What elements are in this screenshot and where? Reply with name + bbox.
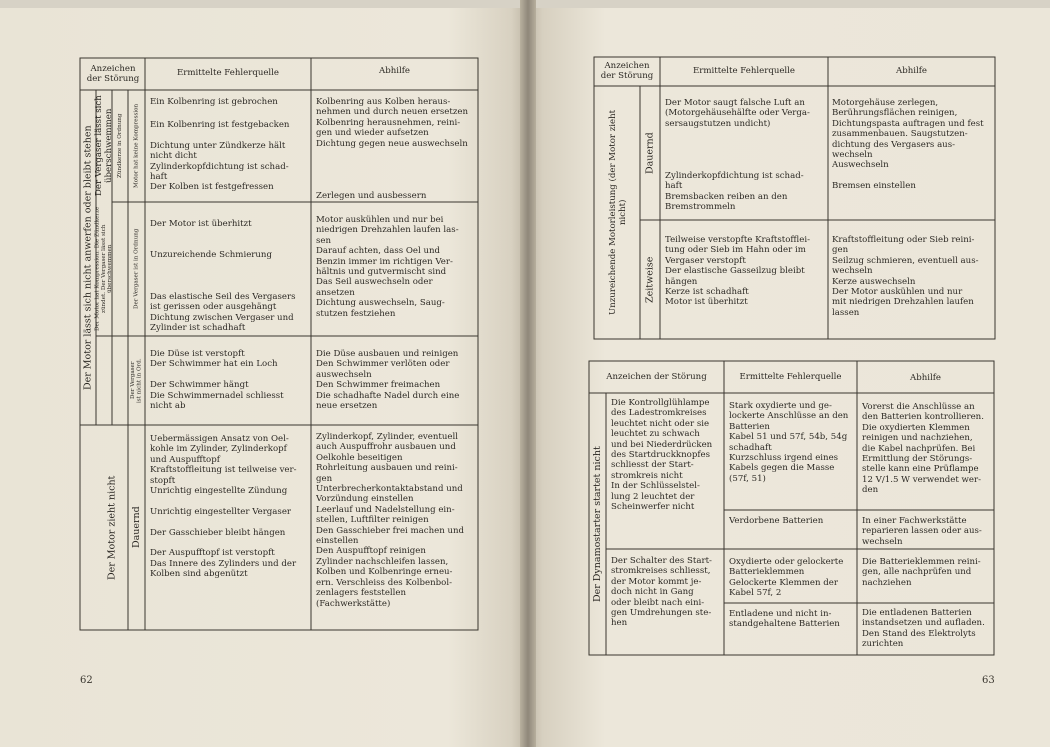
right-t2-row2-cause-a: Oxydierte oder gelockerte Batterieklemmen Gelockerte Klemmen der Kabel 57f, 2 bbox=[729, 557, 844, 599]
left-group-a-cause1: Ein Kolbenring ist gebrochen bbox=[150, 97, 278, 107]
right-t2-group-main-label: Der Dynamostarter startet nicht bbox=[592, 446, 603, 602]
left-group-a-sub1-label: Zündkerze in Ordnung bbox=[116, 113, 123, 179]
left-header-cause: Ermittelte Fehlerquelle bbox=[176, 68, 280, 78]
right-t1-row2-remedy: Kraftstoffleitung oder Sieb reini- gen Seilzug schmieren, eventuell aus- wechseln Kerze auswechseln Der Motor auskühlen und nur mit niedrigen Drehzahlen laufen lassen bbox=[832, 235, 979, 318]
right-t2-row2-remedy-a: Die Batterieklemmen reini- gen, alle nachprüfen und nachziehen bbox=[862, 557, 981, 588]
left-group-c-label: Der Vergaser ist nicht in Ord. bbox=[130, 358, 143, 403]
left-group-c-causes: Die Düse ist verstopft Der Schwimmer hat ein Loch Der Schwimmer hängt Die Schwimmernadel schliesst nicht ab bbox=[150, 349, 284, 412]
right-t2-row1-cause-a: Stark oxydierte und ge- lockerte Anschlüsse an den Batterien Kabel 51 und 57f, 54b, 54g schadhaft Kurzschluss irgend eines Kabels gegen die Masse (57f, 51) bbox=[729, 401, 849, 484]
right-t1-row1-causes: Der Motor saugt falsche Luft an (Motorgehäusehälfte oder Verga- sersaugstutzen undicht) Zylinderkopfdichtung ist schad- haft Bremsbacken reiben an den Bremstrommeln bbox=[665, 98, 810, 213]
right-t2-row2-sign: Der Schalter des Start- stromkreises schliesst, der Motor kommt je- doch nicht in Gang oder bleibt nach eini- gen Umdrehungen ste- hen bbox=[611, 556, 712, 629]
left-group-b-causes: Der Motor ist überhitzt Unzureichende Schmierung Das elastische Seil des Vergasers ist gerissen oder ausgehängt Dichtung zwischen Vergaser und Zylinder ist schadhaft bbox=[150, 219, 296, 334]
right-t2-row1-cause-b: Verdorbene Batterien bbox=[729, 516, 824, 526]
left-group-a-remedy: Kolbenring aus Kolben heraus- nehmen und durch neuen ersetzen Kolbenring herausnehmen, reini- gen und wieder aufsetzen Dichtung gegen neue auswechseln Zerlegen und ausbessern bbox=[316, 97, 468, 201]
left-group-d-label: Der Motor zieht nicht bbox=[106, 475, 118, 580]
left-group-b-sub-label: Der Vergaser ist in Ordnung bbox=[133, 228, 140, 310]
right-t1-row1-remedy: Motorgehäuse zerlegen, Berührungsflächen reinigen, Dichtungspasta auftragen und fest zusammenbauen. Saugstutzen- dichtung des Vergasers aus- wechseln Auswechseln Bremsen einstellen bbox=[832, 98, 984, 192]
left-group-d-causes: Uebermässigen Ansatz von Oel- kohle im Zylinder, Zylinderkopf und Auspufftopf Kraftstoffleitung ist teilweise ver- stopft Unrichtig eingestellte Zündung Unrichtig eingestellter Vergaser Der Gasschieber bleibt hängen Der Auspufftopf ist verstopft Das Innere des Zylinders und der Kolben sind abgenützt bbox=[150, 434, 297, 580]
right-t1-row2-causes: Teilweise verstopfte Kraftstofflei- tung oder Sieb im Hahn oder im Vergaser verstopft Der elastische Gasseilzug bleibt hängen Kerze ist schadhaft Motor ist überhitzt bbox=[665, 235, 811, 308]
right-t1-header-remedy: Abhilfe bbox=[895, 66, 927, 76]
left-group-a-sub2-label: Motor hat keine Kompression bbox=[133, 103, 140, 189]
right-t2-header-signs: Anzeichen der Störung bbox=[606, 372, 707, 382]
left-group-b-label: Der Motor hat Kompression. Die Zündkerze zündet. Der Vergaser lässt sich überschwemmen bbox=[94, 206, 114, 332]
right-t1-row2-sub-label: Zeitweise bbox=[644, 256, 656, 303]
left-header-remedy: Abhilfe bbox=[378, 66, 410, 76]
left-group-a-label: Der Vergaser lässt sich überschwemmen bbox=[94, 95, 114, 197]
right-t2-header-cause: Ermittelte Fehlerquelle bbox=[739, 372, 842, 382]
right-page-number: 63 bbox=[982, 675, 995, 686]
left-page-number: 62 bbox=[80, 675, 93, 686]
right-t2-row1-remedy-a: Vorerst die Anschlüsse an den Batterien kontrollieren. Die oxydierten Klemmen reinigen und nachziehen, die Kabel nachprüfen. Bei Ermittlung der Störungs- stelle kann eine Prüflampe 12 V/1.5 W verwendet wer- den bbox=[862, 402, 984, 496]
left-group-c-remedy: Die Düse ausbauen und reinigen Den Schwimmer verlöten oder auswechseln Den Schwimmer freimachen Die schadhafte Nadel durch eine neue ersetzen bbox=[316, 349, 460, 412]
left-group-main-label: Der Motor lässt sich nicht anwerfen oder bleibt stehen bbox=[82, 125, 94, 390]
right-t2-row2-remedy-b: Die entladenen Batterien instandsetzen und aufladen. Den Stand des Elektrolyts zurichten bbox=[862, 608, 985, 650]
right-t1-header-cause: Ermittelte Fehlerquelle bbox=[692, 66, 796, 76]
left-group-d-remedy: Zylinderkopf, Zylinder, eventuell auch Auspuffrohr ausbauen und Oelkohle beseitigen Rohrleitung ausbauen und reini- gen Unterbrecherkontaktabstand und Vorzündung einstellen Leerlauf und Nadelstellung ein- stellen, Luftfilter reinigen Den Gasschieber frei machen und einstellen Den Auspufftopf reinigen Zylinder nachschleifen lassen, Kolben und Kolbenringe erneu- ern. Verschleiss des Kolbenbol- zenlagers feststellen (Fachwerkstätte) bbox=[316, 432, 465, 609]
right-t1-row1-sub-label: Dauernd bbox=[644, 132, 656, 174]
right-t2-header-remedy: Abhilfe bbox=[909, 373, 941, 383]
left-group-b-remedy: Motor auskühlen und nur bei niedrigen Drehzahlen laufen las- sen Darauf achten, dass Oel und Benzin immer im richtigen Ver- hältnis und gutvermischt sind Das Seil auswechseln oder ansetzen Dichtung auswechseln, Saug- stutzen festziehen bbox=[316, 215, 459, 319]
right-t2-row1-sign: Die Kontrollglühlampe des Ladestromkreises leuchtet nicht oder sie leuchtet zu schwach und bei Niederdrücken des Startdruckknopfes schliesst der Start- stromkreis nicht In der Schlüsselstel- lung 2 leuchtet der Scheinwerfer nicht bbox=[611, 398, 713, 513]
left-header-signs: Anzeichen der Störung bbox=[86, 64, 140, 85]
right-t1-header-signs: Anzeichen der Störung bbox=[600, 61, 654, 82]
left-group-d-sub-label: Dauernd bbox=[131, 506, 142, 549]
right-t2-row1-remedy-b: In einer Fachwerkstätte reparieren lassen oder aus- wechseln bbox=[862, 516, 982, 547]
right-t1-group-main-label: Unzureichende Motorleistung (der Motor zieht nicht) bbox=[608, 109, 628, 316]
right-t2-row2-cause-b: Entladene und nicht in- standgehaltene Batterien bbox=[729, 609, 840, 630]
left-group-a-cause2: Ein Kolbenring ist festgebacken Dichtung unter Zündkerze hält nicht dicht Zylinderkopfdichtung ist schad- haft Der Kolben ist festgefressen bbox=[150, 120, 290, 193]
